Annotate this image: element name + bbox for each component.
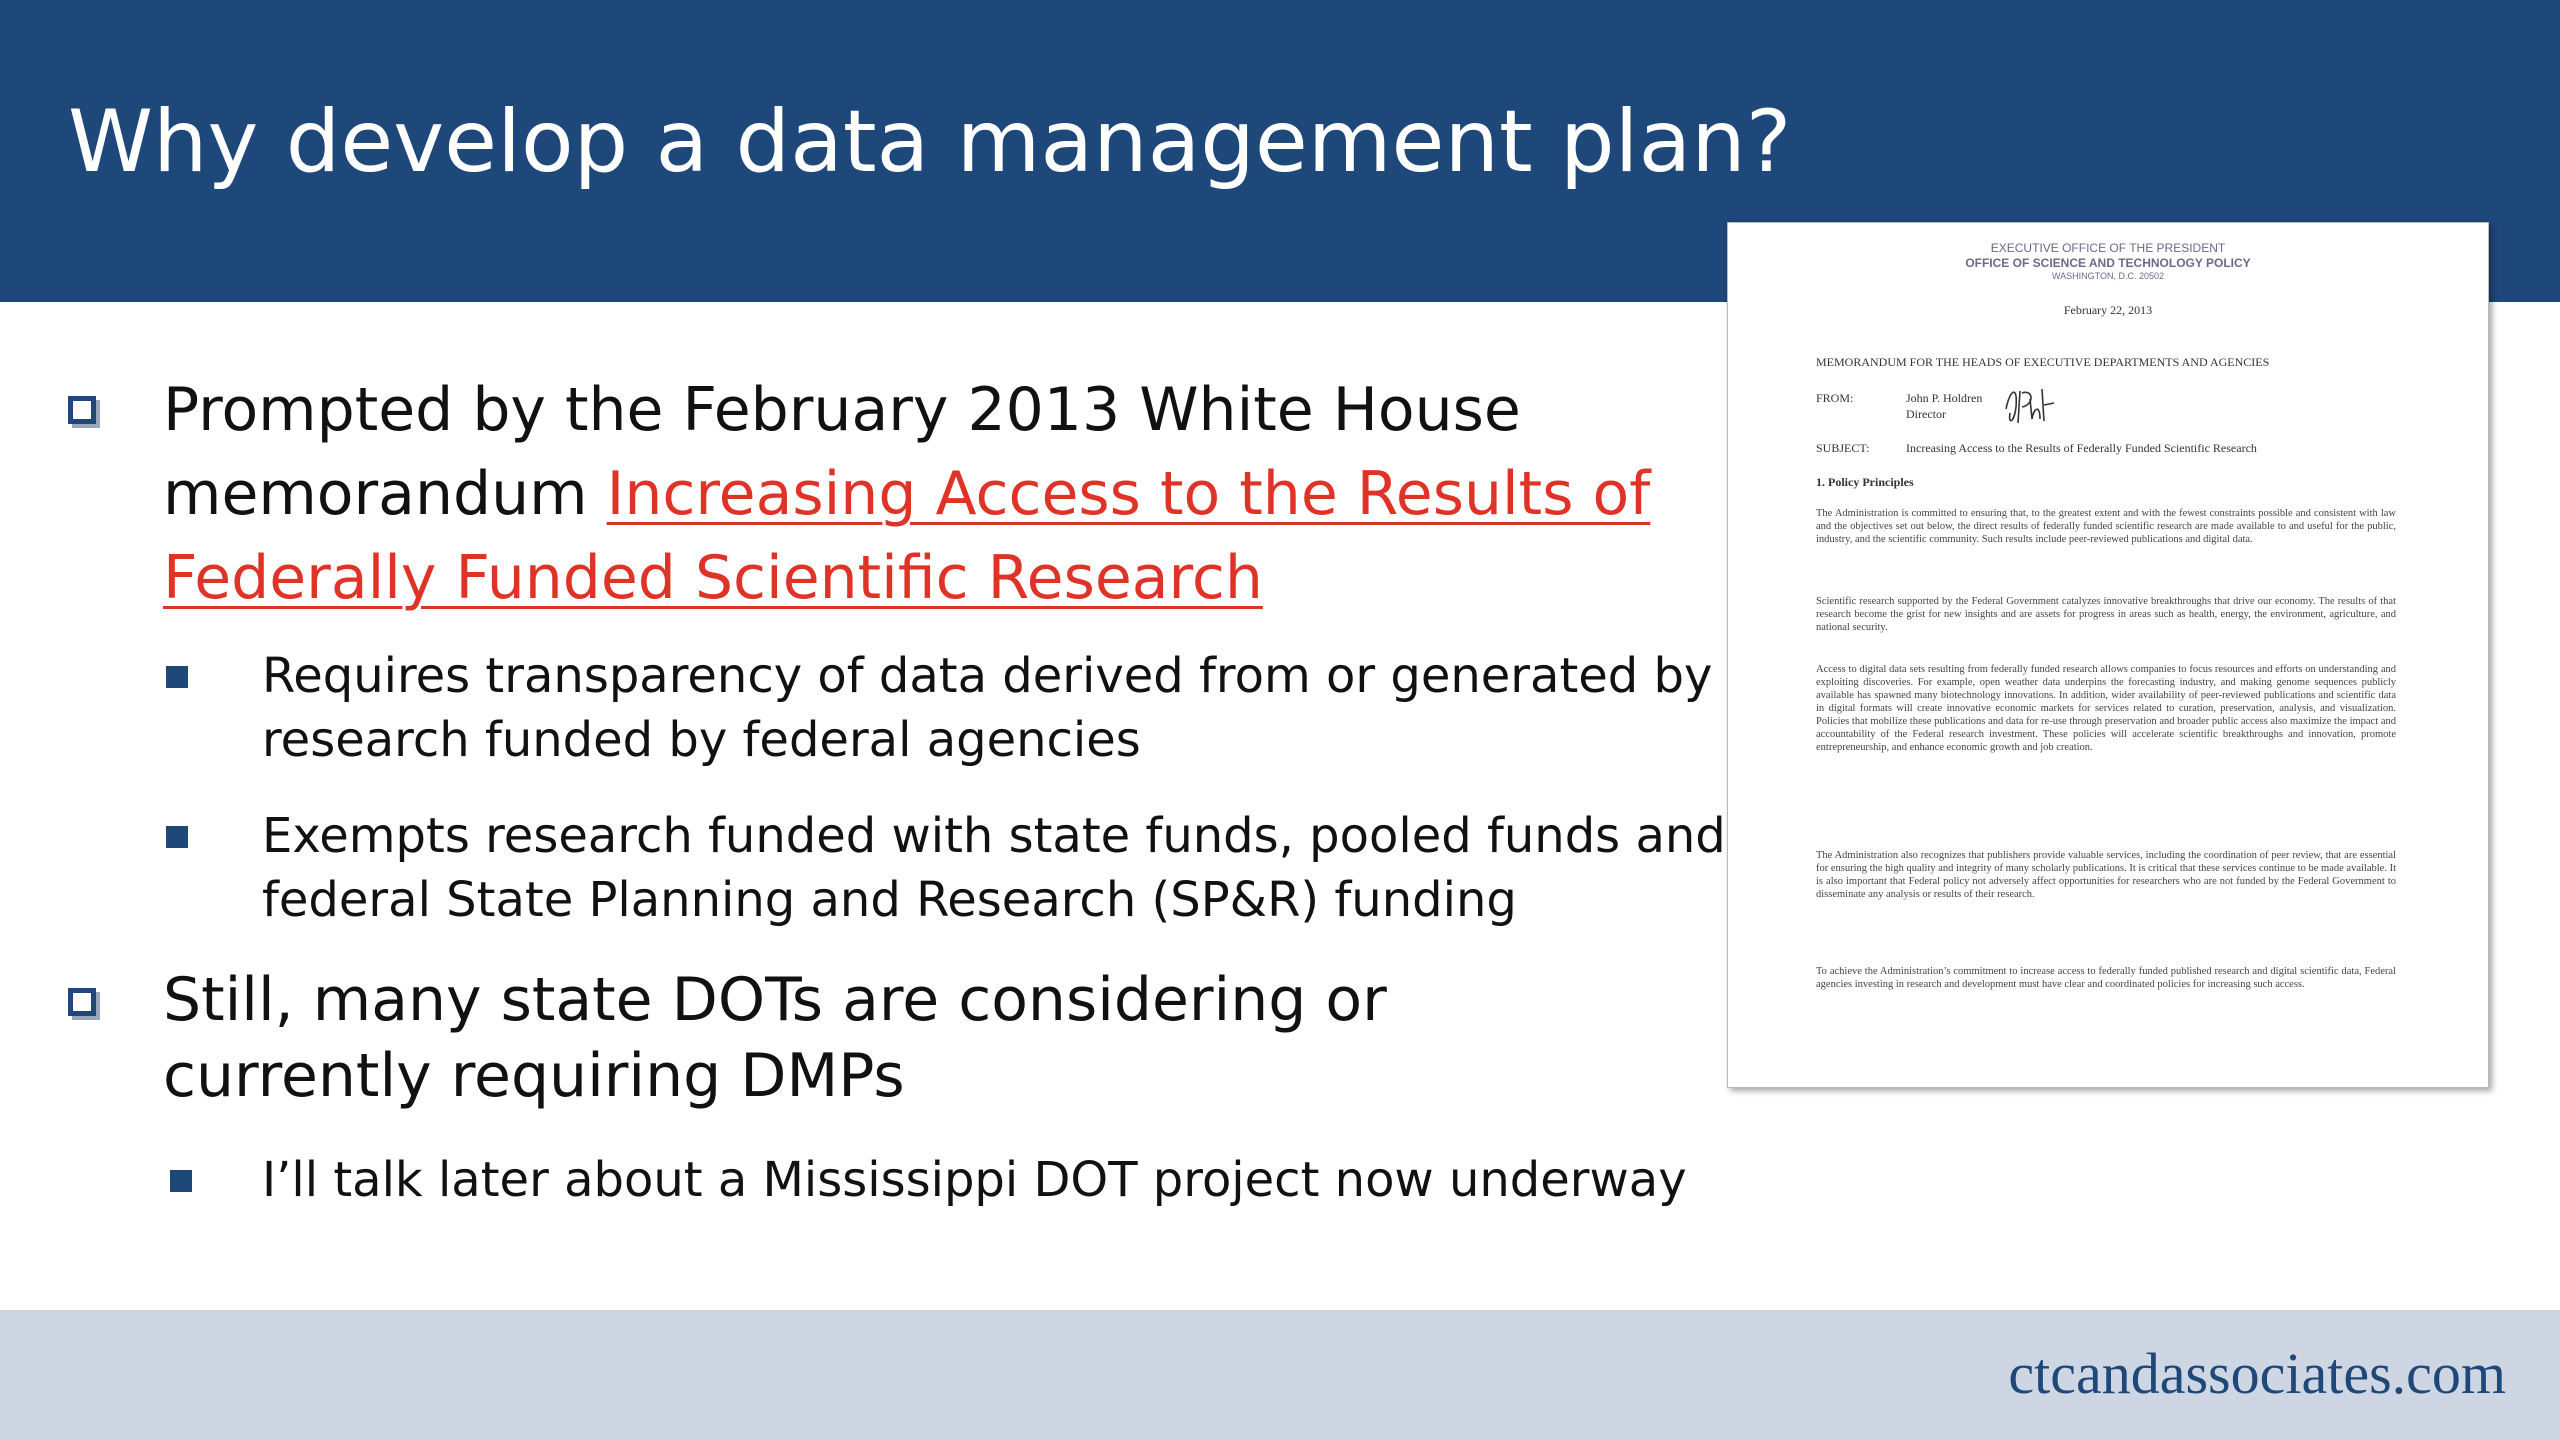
square-bullet-icon bbox=[166, 666, 188, 688]
memo-subject-label: SUBJECT: bbox=[1816, 441, 1870, 455]
memo-paragraph: Scientific research supported by the Federal Government catalyzes innovative breakthroughs that drive our economy. The results of that research become the grist for new insights and are assets for progress in areas such as health, energy, the environment, agriculture, and national security. bbox=[1816, 596, 2396, 633]
memo-date: February 22, 2013 bbox=[2063, 303, 2153, 317]
memo-paragraph: To achieve the Administration’s commitment to increase access to federally funded published research and digital scientific data, Federal agencies investing in research and development must have clear and coordinated policies for increasing such access. bbox=[1816, 966, 2396, 990]
bullet-lead-text: Prompted by the February 2013 White House memorandum bbox=[163, 375, 1521, 529]
memo-header-ostp: OFFICE OF SCIENCE AND TECHNOLOGY POLICY bbox=[1965, 256, 2251, 270]
bullet-text bbox=[163, 368, 1703, 620]
square-bullet-icon bbox=[170, 1170, 192, 1192]
square-bullet-icon bbox=[166, 826, 188, 848]
memo-recipients: MEMORANDUM FOR THE HEADS OF EXECUTIVE DEPARTMENTS AND AGENCIES bbox=[1816, 355, 2270, 369]
memo-paragraph: The Administration is committed to ensuring that, to the greatest extent and with the fewest constraints possible and consistent with law and the objectives set out below, the direct results of federally funded scientific research are made available to and useful for the public, industry, and the scientific community. Such results include peer-reviewed publications and digital data. bbox=[1816, 508, 2396, 545]
memorandum-link[interactable]: Increasing Access to the Results of Federally Funded Scientific Research bbox=[163, 459, 1651, 613]
memo-paragraph: The Administration also recognizes that publishers provide valuable services, including the coordination of peer review, that are essential for ensuring the high quality and integrity of many scholarly publications. It is critical that these services continue to be made available. It is also important that Federal policy not adversely affect opportunities for researchers who are not funded by the Federal Government to disseminate any analysis or results of their research. bbox=[1816, 850, 2396, 900]
sub-bullet-text: Requires transparency of data derived from or generated by research funded by federal agencies bbox=[262, 648, 1713, 768]
memo-from-label: FROM: bbox=[1816, 391, 1854, 405]
memo-header-office: EXECUTIVE OFFICE OF THE PRESIDENT bbox=[1990, 241, 2226, 255]
memo-subject: Increasing Access to the Results of Federally Funded Scientific Research bbox=[1906, 441, 2257, 455]
footer-brand: ctcandassociates.com bbox=[2008, 1341, 2506, 1406]
memo-from-title: Director bbox=[1906, 407, 1946, 421]
sub-bullet-text: I’ll talk later about a Mississippi DOT project now underway bbox=[262, 1152, 1687, 1208]
signature-icon bbox=[2000, 379, 2060, 429]
sub-bullet-text: Exempts research funded with state funds, pooled funds and federal State Planning and Research (SP&R) funding bbox=[262, 808, 1726, 928]
hollow-square-bullet-icon bbox=[68, 988, 96, 1016]
memo-section-heading: 1. Policy Principles bbox=[1816, 475, 1914, 489]
slide-title: Why develop a data management plan? bbox=[68, 92, 1792, 192]
memo-paragraph: Access to digital data sets resulting from federally funded research allows companies to focus resources and efforts on understanding and exploiting discoveries. For example, open weather data underpins the forecasting industry, and making genome sequences publicly available has spawned many biotechnology innovations. In addition, wider availability of peer-reviewed publications and scientific data in digital formats will create innovative economic markets for services related to curation, preservation, analysis, and visualization. Policies that mobilize these publications and data for re-use through preservation and broader public access also maximize the impact and accountability of the Federal research investment. These policies will accelerate scientific breakthroughs and innovation, promote entrepreneurship, and enhance economic growth and job creation. bbox=[1816, 664, 2396, 753]
memorandum-image bbox=[1727, 222, 2489, 1088]
bullet-text: Still, many state DOTs are considering or currently requiring DMPs bbox=[163, 965, 1387, 1111]
memo-header-address: WASHINGTON, D.C. 20502 bbox=[2051, 271, 2165, 281]
memo-from-name: John P. Holdren bbox=[1906, 391, 1983, 405]
hollow-square-bullet-icon bbox=[68, 396, 96, 424]
